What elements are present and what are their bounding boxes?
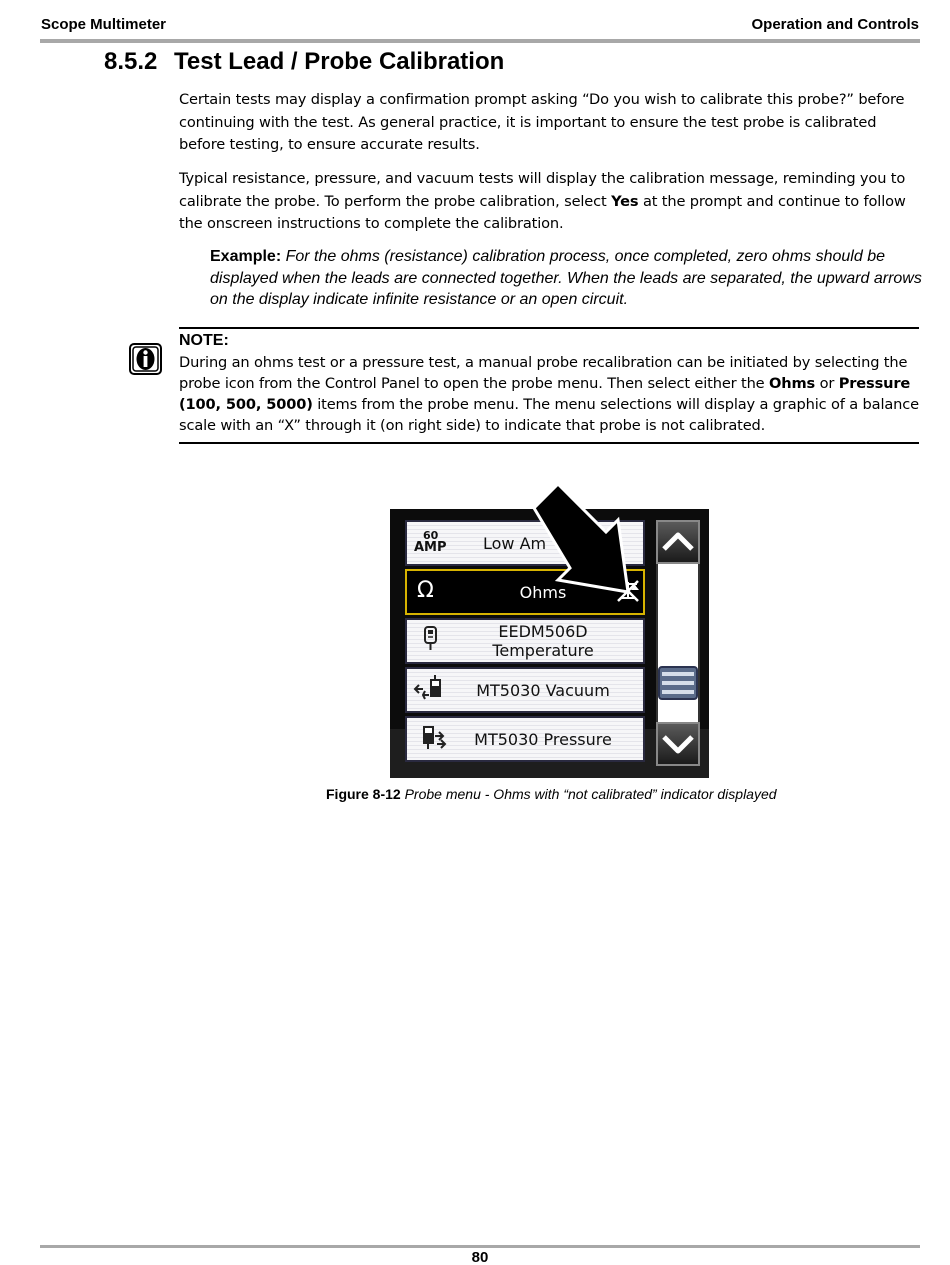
amp-icon-text-bottom: AMP — [414, 540, 447, 555]
scroll-down-button[interactable] — [656, 722, 700, 766]
scroll-up-button[interactable] — [656, 520, 700, 564]
note-rule-bottom — [179, 442, 919, 444]
pressure-gauge-icon — [413, 722, 453, 756]
note-bold-pressure: Pressure (100, 500, 5000) — [179, 375, 911, 413]
probe-menu-item-label: Low Am — [483, 533, 547, 553]
header-rule — [40, 39, 920, 43]
vacuum-gauge-icon — [413, 673, 453, 707]
omega-icon — [413, 575, 453, 609]
probe-menu-item-pressure[interactable] — [405, 716, 645, 762]
note-body — [179, 352, 924, 436]
paragraph-calibration-prompt: Certain tests may display a confirmation prompt asking “Do you wish to calibrate this probe?” before continuing with the test. As general practice, it is important to ensure the test probe is calibrated before testing, to ensure accurate results. — [179, 91, 905, 153]
paragraph-bold-yes: Yes — [611, 192, 639, 210]
running-header-chapter: Operation and Controls — [751, 16, 919, 33]
figure-caption — [326, 786, 777, 802]
chevron-down-icon — [658, 724, 698, 764]
probe-menu-item-label: Ohms — [519, 582, 567, 602]
60-amp-clamp-icon — [413, 526, 453, 560]
probe-menu-item-temperature[interactable] — [405, 618, 645, 664]
note-text: or — [815, 375, 839, 392]
callout-arrow-icon — [530, 484, 655, 596]
probe-menu-item-label: MT5030 Pressure — [474, 729, 612, 749]
running-header-title: Scope Multimeter — [41, 16, 167, 33]
probe-menu-item-label: EEDM506D Temperature — [492, 622, 594, 660]
section-heading — [104, 48, 504, 76]
page-number: 80 — [471, 1249, 489, 1265]
note-title: NOTE: — [179, 332, 229, 349]
note-text: During an ohms test or a pressure test, a manual probe recalibration can be initiated by selecting the probe icon from the Control Panel to open the probe menu. Then select either the — [179, 354, 908, 392]
paragraph-text: at the prompt and continue to follow the onscreen instructions to complete the calibration. — [179, 192, 906, 232]
paragraph-text: Typical resistance, pressure, and vacuum tests will display the calibration message, reminding you to calibrate the probe. To perform the probe calibration, select — [179, 170, 906, 210]
paragraph-calibration-message — [179, 168, 924, 236]
amp-icon-text-top: 60 — [423, 529, 439, 542]
probe-menu-item-label: MT5030 Vacuum — [476, 680, 610, 700]
note-text: items from the probe menu. The menu selections will display a graphic of a balance scale with an “X” through it (on right side) to indicate that probe is not calibrated. — [179, 396, 919, 434]
temperature-probe-icon — [413, 624, 453, 658]
section-number: 8.5.2 — [104, 48, 158, 75]
example-block — [210, 246, 924, 311]
probe-menu-item-vacuum[interactable] — [405, 667, 645, 713]
omega-icon-glyph: Ω — [417, 578, 434, 603]
example-text: For the ohms (resistance) calibration process, once completed, zero ohms should be displayed when the leads are connected together. When the leads are separated, the upward arrows on the display indicate infinite resistance or an open circuit. — [210, 248, 922, 308]
footer-rule — [40, 1245, 920, 1248]
note-bold-ohms: Ohms — [769, 375, 816, 392]
example-label: Example: — [210, 248, 282, 265]
note-rule-top — [179, 327, 919, 329]
figure-caption-text: Probe menu - Ohms with “not calibrated” indicator displayed — [400, 786, 777, 802]
figure-number: Figure 8-12 — [326, 786, 401, 802]
section-title: Test Lead / Probe Calibration — [174, 48, 505, 75]
info-icon — [129, 343, 162, 375]
scroll-thumb-icon[interactable] — [658, 666, 698, 700]
chevron-up-icon — [658, 522, 698, 562]
